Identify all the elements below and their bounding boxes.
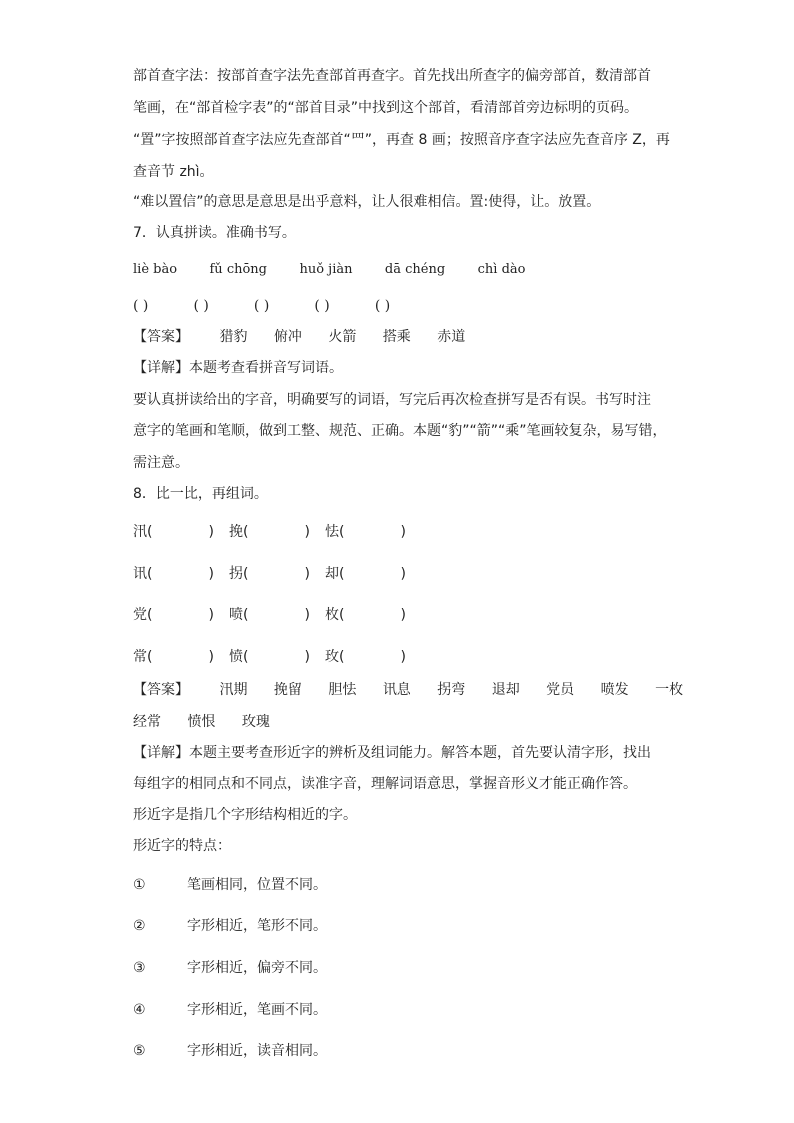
intro-line-2: 笔画，在“部首检字表”的“部首目录”中找到这个部首，看清部首旁边标明的页码。: [133, 100, 639, 116]
intro-line-4: 查音节 zhì。: [133, 164, 214, 180]
close-paren: ): [208, 524, 214, 540]
q7-detail-first: [133, 359, 343, 377]
feature-text: 字形相近，偏旁不同。: [187, 960, 327, 976]
close-paren: ): [304, 607, 310, 623]
feature-text: 字形相近，读音相同。: [187, 1043, 327, 1059]
compare-char: 喷(: [229, 607, 249, 623]
pinyin-item: fǔ chōng: [209, 262, 267, 277]
compare-row: [133, 604, 421, 624]
answer-item: 猎豹: [219, 329, 248, 345]
answer-item: 退却: [491, 682, 520, 698]
q7-answer-row: [133, 328, 487, 346]
compare-char: 怯(: [325, 524, 345, 540]
answer-item: 党员: [546, 682, 575, 698]
intro-line-3: “置”字按照部首查字法应先查部首“罒”，再查 8 画；按照音序查字法应先查音序 Z，再: [133, 132, 670, 148]
compare-char: 却(: [325, 566, 345, 582]
answer-item: 胆怯: [328, 682, 357, 698]
answer-label: 【答案】: [133, 329, 189, 345]
feature-item: [133, 957, 327, 977]
feature-text: 字形相近，笔形不同。: [187, 918, 327, 934]
compare-char: 玫(: [325, 649, 345, 665]
compare-char: 党(: [133, 607, 153, 623]
q8-answer-row-2: [133, 713, 292, 731]
answer-item: 玫瑰: [241, 714, 270, 730]
q8-detail-line: 形近字的特点：: [133, 838, 231, 854]
feature-text: 字形相近，笔画不同。: [187, 1002, 327, 1018]
q8-detail-first: [133, 744, 651, 762]
q7-detail-line: 需注意。: [133, 455, 189, 471]
answer-item: 俯冲: [273, 329, 302, 345]
detail-text: 本题考查看拼音写词语。: [189, 360, 343, 376]
close-paren: ): [208, 566, 214, 582]
close-paren: ): [304, 524, 310, 540]
feature-number: ④: [133, 1002, 146, 1018]
compare-row: [133, 521, 421, 541]
blank-paren: ( ): [374, 298, 391, 314]
answer-item: 挽留: [273, 682, 302, 698]
detail-text: 本题主要考查形近字的辨析及组词能力。解答本题，首先要认清字形，找出: [189, 745, 651, 761]
q7-detail-line: 要认真拼读给出的字音，明确要写的词语，写完后再次检查拼写是否有误。书写时注: [133, 392, 651, 408]
answer-item: 汛期: [219, 682, 248, 698]
compare-row: [133, 563, 421, 583]
close-paren: ): [304, 649, 310, 665]
q8-detail-line: 形近字是指几个字形结构相近的字。: [133, 807, 357, 823]
compare-char: 枚(: [325, 607, 345, 623]
answer-item: 喷发: [600, 682, 629, 698]
feature-number: ②: [133, 918, 146, 934]
pinyin-item: chì dào: [477, 262, 526, 277]
detail-label: 【详解】: [133, 745, 189, 761]
question-8-title: 8．比一比，再组词。: [133, 486, 268, 502]
intro-line-5: “难以置信”的意思是意思是出乎意料，让人很难相信。置:使得，让。放置。: [133, 194, 601, 210]
feature-number: ①: [133, 877, 146, 893]
answer-item: 赤道: [437, 329, 466, 345]
close-paren: ): [400, 524, 406, 540]
blank-paren: ( ): [193, 298, 209, 314]
detail-label: 【详解】: [133, 360, 189, 376]
close-paren: ): [208, 649, 214, 665]
pinyin-item: liè bào: [133, 262, 178, 277]
blank-paren: ( ): [253, 298, 270, 314]
answer-item: 讯息: [382, 682, 411, 698]
feature-item: [133, 1040, 327, 1060]
pinyin-row: [133, 260, 553, 279]
compare-char: 常(: [133, 649, 153, 665]
blank-paren: ( ): [133, 298, 149, 314]
compare-row: [133, 646, 421, 666]
close-paren: ): [304, 566, 310, 582]
close-paren: ): [400, 566, 406, 582]
answer-item: 火箭: [328, 329, 357, 345]
feature-number: ③: [133, 960, 146, 976]
pinyin-item: huǒ jiàn: [299, 262, 353, 277]
q8-answer-row-1: [133, 681, 705, 699]
answer-item: 愤恨: [187, 714, 216, 730]
compare-char: 汛(: [133, 524, 153, 540]
answer-label: 【答案】: [133, 682, 189, 698]
q7-detail-line: 意字的笔画和笔顺，做到工整、规范、正确。本题“豹”“箭”“乘”笔画较复杂，易写错，: [133, 423, 667, 439]
feature-item: [133, 915, 327, 935]
answer-item: 一枚: [655, 682, 684, 698]
blank-row: [133, 297, 431, 315]
close-paren: ): [400, 607, 406, 623]
pinyin-item: dā chéng: [384, 262, 446, 277]
compare-char: 讯(: [133, 566, 153, 582]
answer-item: 搭乘: [382, 329, 411, 345]
q8-detail-line: 每组字的相同点和不同点，读准字音，理解词语意思，掌握音形义才能正确作答。: [133, 776, 637, 792]
close-paren: ): [208, 607, 214, 623]
feature-text: 笔画相同，位置不同。: [187, 877, 327, 893]
question-7-title: 7．认真拼读。准确书写。: [133, 225, 296, 241]
feature-item: [133, 874, 327, 894]
feature-item: [133, 999, 327, 1019]
feature-number: ⑤: [133, 1043, 146, 1059]
close-paren: ): [400, 649, 406, 665]
compare-char: 拐(: [229, 566, 249, 582]
compare-char: 愤(: [229, 649, 249, 665]
compare-char: 挽(: [229, 524, 249, 540]
intro-line-1: 部首查字法：按部首查字法先查部首再查字。首先找出所查字的偏旁部首，数清部首: [133, 68, 651, 84]
answer-item: 经常: [133, 714, 161, 730]
blank-paren: ( ): [314, 298, 330, 314]
answer-item: 拐弯: [437, 682, 466, 698]
